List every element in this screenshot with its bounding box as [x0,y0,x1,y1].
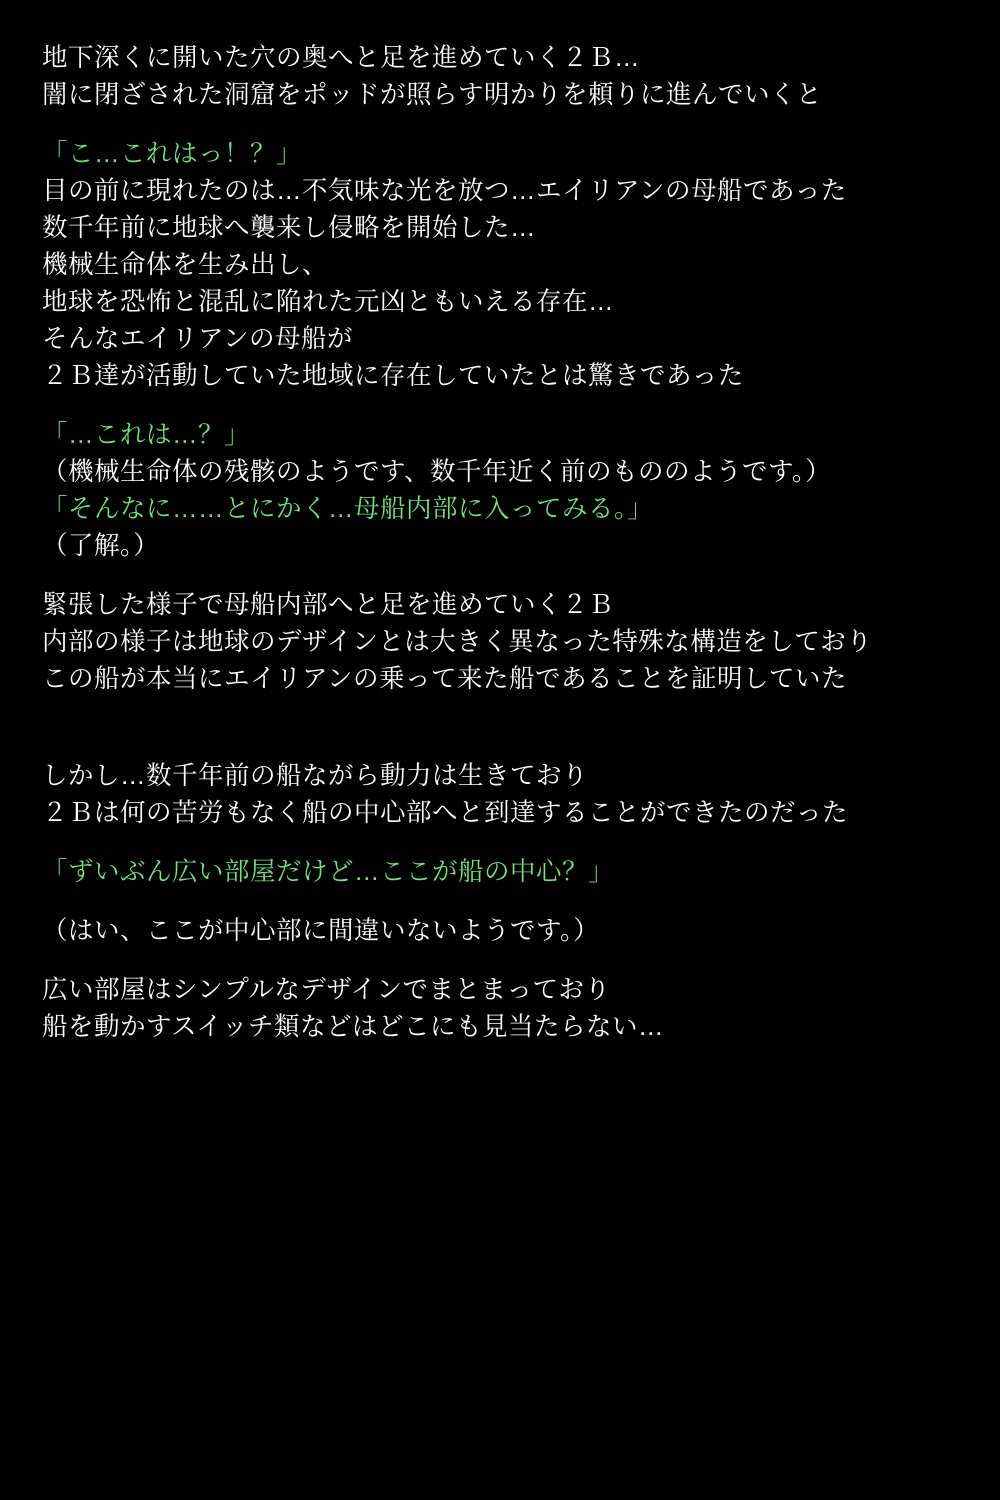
narration-line: （機械生命体の残骸のようです、数千年近く前のもののようです。） [42,458,832,486]
story-block [42,972,960,1046]
paragraph-spacer [42,565,960,587]
narration-line: ２Ｂは何の苦労もなく船の中心部へと到達することができたのだった [42,799,849,827]
story-block [42,913,960,950]
paragraph-spacer [42,832,960,854]
narration-line: 地球を恐怖と混乱に陥れた元凶ともいえる存在… [42,288,615,316]
narration-line: 船を動かすスイッチ類などはどこにも見当たらない… [42,1013,664,1041]
narration-line: （了解。） [42,532,160,560]
paragraph-spacer [42,950,960,972]
dialogue-line: 「そんなに……とにかく…母船内部に入ってみる。」 [42,495,654,523]
paragraph-spacer [42,395,960,417]
story-block [42,40,960,114]
dialogue-line: 「…これは…？」 [42,421,251,449]
narration-line: しかし…数千年前の船ながら動力は生きており [42,762,589,790]
narration-line: 地下深くに開いた穴の奥へと足を進めていく２Ｂ… [42,44,641,72]
narration-line: そんなエイリアンの母船が [42,325,353,353]
story-block [42,758,960,832]
story-block [42,587,960,698]
narration-line: 目の前に現れたのは…不気味な光を放つ…エイリアンの母船であった [42,177,847,205]
story-block [42,417,960,565]
paragraph-spacer [42,891,960,913]
narration-line: この船が本当にエイリアンの乗って来た船であることを証明していた [42,665,847,693]
narration-line: 数千年前に地球へ襲来し侵略を開始した… [42,214,537,242]
paragraph-spacer [42,698,960,758]
narration-line: 緊張した様子で母船内部へと足を進めていく２Ｂ [42,591,615,619]
narration-line: 機械生命体を生み出し、 [42,251,329,279]
paragraph-spacer [42,114,960,136]
narration-line: ２Ｂ達が活動していた地域に存在していたとは驚きであった [42,362,744,390]
dialogue-line: 「ずいぶん広い部屋だけど…ここが船の中心？」 [42,858,615,886]
narration-line: 広い部屋はシンプルなデザインでまとまっており [42,976,611,1004]
narration-line: 内部の様子は地球のデザインとは大きく異なった特殊な構造をしており [42,628,873,656]
narration-line: （はい、ここが中心部に間違いないようです。） [42,917,600,945]
story-text-body [42,40,960,1046]
story-block [42,854,960,891]
narration-line: 闇に閉ざされた洞窟をポッドが照らす明かりを頼りに進んでいくと [42,81,823,109]
story-block [42,136,960,395]
dialogue-line: 「こ…これはっ！？」 [42,140,303,168]
